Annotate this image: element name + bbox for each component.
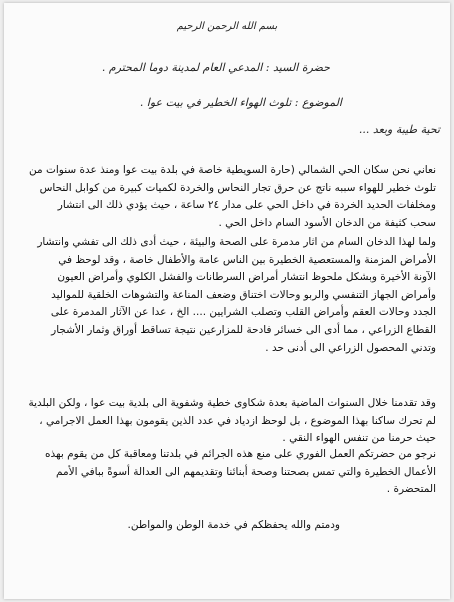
text-line: الجدد وحالات العقم وأمراض القلب وتصلب الشرايين .... الخ ، عدا عن الآثار المدمرة على xyxy=(50,306,436,319)
paragraph-request xyxy=(45,446,436,499)
letter-page xyxy=(4,3,450,599)
text-line: الآونة الأخيرة وبشكل ملحوظ انتشار أمراض السرطانات والفشل الكلوي وأمراض العيون xyxy=(57,271,436,284)
text-line: القطاع الزراعي ، مما أدى الى خسائر فادحة للمزارعين نتيجة تساقط أوراق وثمار الأشجار xyxy=(51,323,436,336)
closing-line: ودمتم والله يحفظكم في خدمة الوطن والمواطن. xyxy=(127,519,340,531)
text-line: حيث حرمنا من تنفس الهواء النقي . xyxy=(282,432,436,445)
text-line: وتدني المحصول الزراعي الى أدنى حد . xyxy=(265,341,436,354)
text-line: وقد تقدمنا خلال السنوات الماضية بعدة شكاوى خطية وشفوية الى بلدية بيت عوا ، ولكن البلدية xyxy=(28,397,436,409)
text-line: الأمراض المزمنة والمستعصية الخطيرة بين الناس عامة والأطفال خاصة ، وقد لوحظ في xyxy=(58,253,436,266)
text-line: الأعمال الخطيرة والتي تمس بصحتنا وصحة أبنائنا وتقديمهم الى العدالة أسوةً ببافي الأمم xyxy=(56,465,436,478)
subject-line: الموضوع : تلوث الهواء الخطير في بيت عوا . xyxy=(139,96,342,109)
text-line: ولما لهذا الدخان السام من اثار مدمرة على الصحة والبيئة ، حيث أدى ذلك الى تفشي وانتشار xyxy=(37,236,436,248)
text-line: المتحضرة . xyxy=(386,483,436,496)
text-line: نرجو من حضرتكم العمل الفوري على منع هذه الجرائم في بلدتنا ومعاقبة كل من يقوم بهذه xyxy=(45,448,436,460)
text-line: نعاني نحن سكان الحي الشمالي (حارة السويطية خاصة في بلدة بيت عوا ومنذ عدة سنوات من xyxy=(29,164,436,176)
text-line: ومخلفات الحديد الخردة في داخل الحي على مدار ٢٤ ساعة ، حيث يؤدي ذلك الى انتشار xyxy=(57,199,436,212)
salutation-line: حضرة السيد : المدعي العام لمدينة دوما المحترم . xyxy=(101,61,330,74)
text-line: لم تحرك ساكنا بهذا الموضوع ، بل لوحظ ازدياد في عدد الذين يقومون بهذا العمل الاجرامي ، xyxy=(39,414,436,427)
bismillah-heading: بسم الله الرحمن الرحيم xyxy=(176,21,278,32)
paragraph-complaint xyxy=(29,162,436,232)
text-line: تلوث خطير للهواء سببه ناتج عن حرق تجار النحاس والخردة لكميات كبيرة من كوابل النحاس xyxy=(39,181,436,194)
text-line: سحب كثيفة من الدخان الأسود السام داخل الحي . xyxy=(218,216,436,229)
paragraph-health-effects xyxy=(37,234,436,357)
greeting-line: تحية طيبة وبعد ... xyxy=(358,123,440,136)
paragraph-prior-complaints xyxy=(28,395,436,448)
text-line: وأمراض الجهاز التنفسي والربو وحالات اختناق وضعف المناعة والتشوهات الخلقية للمواليد xyxy=(51,288,436,301)
